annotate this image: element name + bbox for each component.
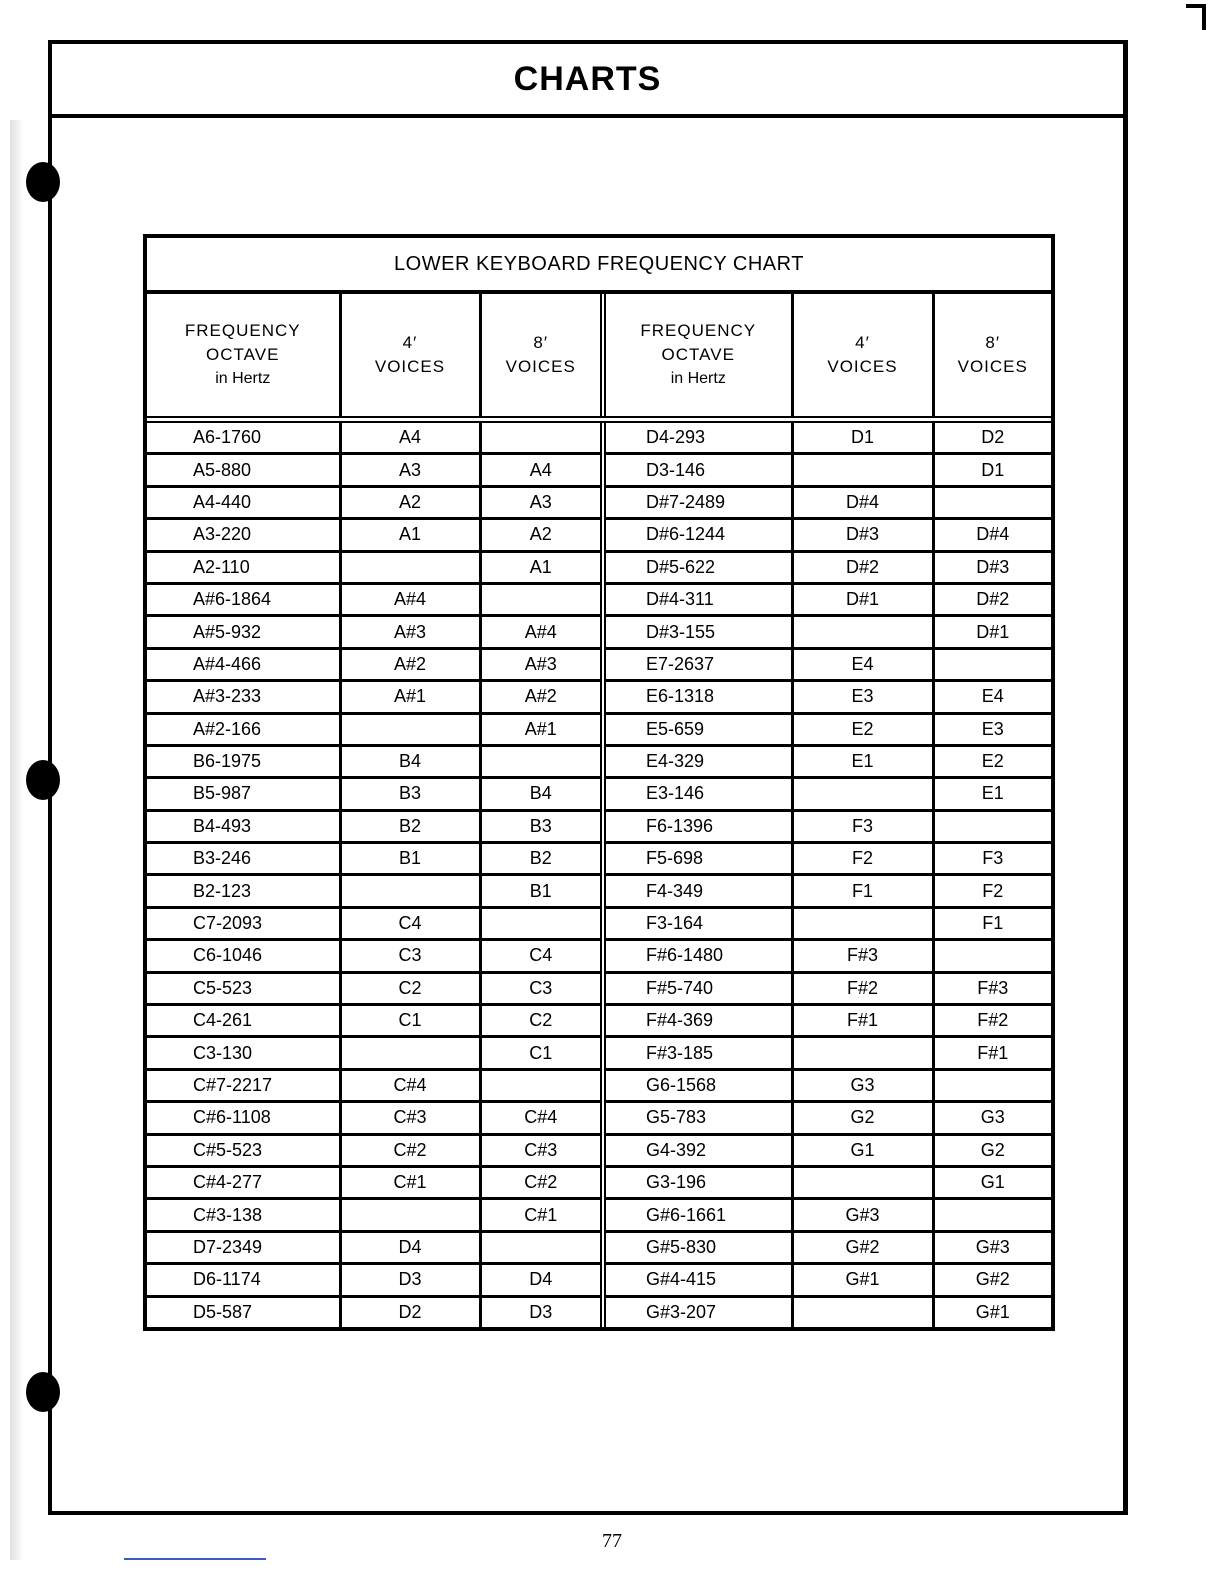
page-title: CHARTS [513, 59, 662, 98]
frequency-cell-left: C7-2093 [147, 907, 340, 939]
four-voice-cell-right: E3 [792, 681, 933, 713]
eight-voice-cell-right: E3 [933, 713, 1051, 745]
table-row [147, 778, 1051, 810]
table-row [147, 713, 1051, 745]
table-row [147, 420, 1051, 454]
frequency-cell-right: F#4-369 [603, 1005, 792, 1037]
frequency-cell-left: A#5-932 [147, 616, 340, 648]
eight-voice-cell-left: A2 [480, 519, 603, 551]
frequency-cell-right: G#3-207 [603, 1296, 792, 1327]
eight-voice-cell-left [480, 907, 603, 939]
frequency-cell-left: A6-1760 [193, 427, 262, 448]
eight-voice-cell-right [933, 940, 1051, 972]
eight-voice-cell-left: C4 [480, 940, 603, 972]
table-row [147, 616, 1051, 648]
four-voice-cell-right: F2 [792, 843, 933, 875]
eight-voice-cell-right [933, 486, 1051, 518]
eight-voice-cell-right: F2 [933, 875, 1051, 907]
four-voice-cell-right [792, 454, 933, 486]
frequency-cell-left: C5-523 [147, 972, 340, 1004]
four-voice-cell-right: G2 [792, 1102, 933, 1134]
frequency-cell-right: G4-392 [603, 1134, 792, 1166]
table-row [147, 972, 1051, 1004]
frequency-cell-right: G5-783 [603, 1102, 792, 1134]
frequency-cell-right: F6-1396 [603, 810, 792, 842]
four-voice-cell-left [340, 1037, 480, 1069]
frequency-cell-right: G#5-830 [603, 1231, 792, 1263]
four-voice-cell-right: E1 [792, 745, 933, 777]
frequency-cell-right: G3-196 [603, 1166, 792, 1198]
header-frequency-right: FREQUENCY OCTAVE in Hertz [603, 294, 792, 420]
frequency-cell-right: E5-659 [603, 713, 792, 745]
table-row [147, 1005, 1051, 1037]
four-voice-cell-right: F#3 [792, 940, 933, 972]
four-voice-cell-left: A2 [340, 486, 480, 518]
eight-voice-cell-right [933, 648, 1051, 680]
frequency-cell-right: D#4-311 [603, 583, 792, 615]
four-voice-cell-left: A1 [340, 519, 480, 551]
four-voice-cell-left: A#2 [340, 648, 480, 680]
four-voice-cell-left: A#4 [340, 583, 480, 615]
four-voice-cell-right [792, 778, 933, 810]
eight-voice-cell-right: F#1 [933, 1037, 1051, 1069]
four-voice-cell-right: E2 [792, 713, 933, 745]
four-voice-cell-left: C#2 [340, 1134, 480, 1166]
eight-voice-cell-left: A#1 [480, 713, 603, 745]
four-voice-cell-left [340, 1199, 480, 1231]
frequency-cell-right: E7-2637 [603, 648, 792, 680]
frequency-cell-right: F#3-185 [603, 1037, 792, 1069]
frequency-chart [143, 234, 1055, 1331]
frequency-cell-right: G#6-1661 [603, 1199, 792, 1231]
table-row [147, 940, 1051, 972]
footer-rule [124, 1558, 266, 1560]
page-number: 77 [602, 1530, 622, 1552]
frequency-cell-left: A#6-1864 [147, 583, 340, 615]
eight-voice-cell-left: D4 [480, 1264, 603, 1296]
four-voice-cell-left: A4 [340, 420, 480, 454]
four-voice-cell-right: F#1 [792, 1005, 933, 1037]
eight-voice-cell-left: B1 [480, 875, 603, 907]
four-voice-cell-right: G#2 [792, 1231, 933, 1263]
frequency-cell-right: E3-146 [603, 778, 792, 810]
frequency-cell-left: C#4-277 [147, 1166, 340, 1198]
frequency-cell-left: C4-261 [147, 1005, 340, 1037]
table-row [147, 583, 1051, 615]
four-voice-cell-right: G3 [792, 1069, 933, 1101]
frequency-cell-right: F#5-740 [603, 972, 792, 1004]
eight-voice-cell-right: G1 [933, 1166, 1051, 1198]
four-voice-cell-right [792, 616, 933, 648]
table-row [147, 1134, 1051, 1166]
frequency-cell-left: C#6-1108 [147, 1102, 340, 1134]
eight-voice-cell-left: C#4 [480, 1102, 603, 1134]
header-4-voices-right: 4′ VOICES [792, 294, 933, 420]
eight-voice-cell-left: D3 [480, 1296, 603, 1327]
table-row [147, 486, 1051, 518]
four-voice-cell-left: D2 [340, 1296, 480, 1327]
eight-voice-cell-right: D#4 [933, 519, 1051, 551]
header-8-voices-right: 8′ VOICES [933, 294, 1051, 420]
table-row [147, 843, 1051, 875]
eight-voice-cell-left [480, 583, 603, 615]
table-row [147, 875, 1051, 907]
frequency-cell-left: C#5-523 [147, 1134, 340, 1166]
eight-voice-cell-right [933, 810, 1051, 842]
header-8-voices-left: 8′ VOICES [480, 294, 603, 420]
table-row [147, 1069, 1051, 1101]
frequency-cell-right: E6-1318 [603, 681, 792, 713]
four-voice-cell-left: A#3 [340, 616, 480, 648]
frequency-cell-right: G#4-415 [603, 1264, 792, 1296]
four-voice-cell-right: D#3 [792, 519, 933, 551]
eight-voice-cell-right: G#3 [933, 1231, 1051, 1263]
eight-voice-cell-left: B3 [480, 810, 603, 842]
eight-voice-cell-right: D2 [933, 420, 1051, 454]
four-voice-cell-right [792, 1166, 933, 1198]
eight-voice-cell-left [480, 1231, 603, 1263]
four-voice-cell-left: A3 [340, 454, 480, 486]
four-voice-cell-left [340, 875, 480, 907]
four-voice-cell-right: G#1 [792, 1264, 933, 1296]
eight-voice-cell-left: C2 [480, 1005, 603, 1037]
page-corner-mark [1186, 4, 1206, 30]
eight-voice-cell-right: G#1 [933, 1296, 1051, 1327]
frequency-cell-right: F#6-1480 [603, 940, 792, 972]
eight-voice-cell-left [480, 420, 603, 454]
eight-voice-cell-left [480, 745, 603, 777]
chart-title: LOWER KEYBOARD FREQUENCY CHART [147, 238, 1051, 294]
frequency-cell-right: F3-164 [603, 907, 792, 939]
table-row [147, 907, 1051, 939]
title-bar [52, 44, 1123, 118]
four-voice-cell-left: B1 [340, 843, 480, 875]
four-voice-cell-left: A#1 [340, 681, 480, 713]
eight-voice-cell-right: D1 [933, 454, 1051, 486]
four-voice-cell-right: F3 [792, 810, 933, 842]
eight-voice-cell-right [933, 1069, 1051, 1101]
eight-voice-cell-right [933, 1199, 1051, 1231]
eight-voice-cell-right: F3 [933, 843, 1051, 875]
frequency-cell-left: A#3-233 [147, 681, 340, 713]
four-voice-cell-left: C#1 [340, 1166, 480, 1198]
eight-voice-cell-right: G3 [933, 1102, 1051, 1134]
eight-voice-cell-right: F#2 [933, 1005, 1051, 1037]
eight-voice-cell-left: C3 [480, 972, 603, 1004]
table-row [147, 1166, 1051, 1198]
header-4-voices-left: 4′ VOICES [340, 294, 480, 420]
four-voice-cell-right: F#2 [792, 972, 933, 1004]
frequency-cell-right: F4-349 [603, 875, 792, 907]
eight-voice-cell-right: F#3 [933, 972, 1051, 1004]
frequency-cell-right: D#5-622 [603, 551, 792, 583]
frequency-cell-left: D5-587 [147, 1296, 340, 1327]
frequency-cell-left: C6-1046 [147, 940, 340, 972]
eight-voice-cell-right: F1 [933, 907, 1051, 939]
frequency-cell-left: B6-1975 [147, 745, 340, 777]
frequency-cell-left: D6-1174 [147, 1264, 340, 1296]
table-row [147, 1264, 1051, 1296]
frequency-cell-left: C#3-138 [147, 1199, 340, 1231]
eight-voice-cell-right: E1 [933, 778, 1051, 810]
four-voice-cell-left [340, 713, 480, 745]
frequency-cell-left: A3-220 [147, 519, 340, 551]
table-row [147, 519, 1051, 551]
four-voice-cell-right: D#4 [792, 486, 933, 518]
four-voice-cell-right: F1 [792, 875, 933, 907]
eight-voice-cell-left: A1 [480, 551, 603, 583]
frequency-cell-left: D7-2349 [147, 1231, 340, 1263]
frequency-cell-left: C#7-2217 [147, 1069, 340, 1101]
four-voice-cell-right [792, 1296, 933, 1327]
eight-voice-cell-left: A#4 [480, 616, 603, 648]
frequency-cell-right: D#7-2489 [603, 486, 792, 518]
eight-voice-cell-right: G2 [933, 1134, 1051, 1166]
four-voice-cell-right: E4 [792, 648, 933, 680]
frequency-cell-left: A4-440 [147, 486, 340, 518]
four-voice-cell-right: D1 [792, 420, 933, 454]
four-voice-cell-right [792, 1037, 933, 1069]
table-row [147, 1296, 1051, 1327]
four-voice-cell-left: D4 [340, 1231, 480, 1263]
frequency-cell-right: D#3-155 [603, 616, 792, 648]
frequency-cell-right: F5-698 [603, 843, 792, 875]
four-voice-cell-left: B2 [340, 810, 480, 842]
table-row [147, 810, 1051, 842]
eight-voice-cell-right: D#2 [933, 583, 1051, 615]
eight-voice-cell-left: A#2 [480, 681, 603, 713]
eight-voice-cell-right: E2 [933, 745, 1051, 777]
four-voice-cell-right: G#3 [792, 1199, 933, 1231]
frequency-cell-left: A#2-166 [147, 713, 340, 745]
frequency-cell-right: D#6-1244 [603, 519, 792, 551]
frequency-cell-right: D4-293 [603, 420, 792, 454]
eight-voice-cell-left: B2 [480, 843, 603, 875]
four-voice-cell-left: C#3 [340, 1102, 480, 1134]
table-row [147, 745, 1051, 777]
frequency-cell-left: B5-987 [147, 778, 340, 810]
eight-voice-cell-right: G#2 [933, 1264, 1051, 1296]
four-voice-cell-left: C3 [340, 940, 480, 972]
eight-voice-cell-right: D#3 [933, 551, 1051, 583]
eight-voice-cell-right: D#1 [933, 616, 1051, 648]
four-voice-cell-right [792, 907, 933, 939]
header-row [147, 294, 1051, 420]
eight-voice-cell-left: C#2 [480, 1166, 603, 1198]
table-row [147, 454, 1051, 486]
four-voice-cell-right: D#2 [792, 551, 933, 583]
table-row [147, 551, 1051, 583]
frequency-table [147, 294, 1051, 1327]
table-row [147, 1199, 1051, 1231]
frequency-cell-left: C3-130 [147, 1037, 340, 1069]
eight-voice-cell-left [480, 1069, 603, 1101]
table-row [147, 681, 1051, 713]
eight-voice-cell-left: C#1 [480, 1199, 603, 1231]
eight-voice-cell-left: A4 [480, 454, 603, 486]
table-row [147, 1231, 1051, 1263]
four-voice-cell-left [340, 551, 480, 583]
frequency-cell-left: B3-246 [147, 843, 340, 875]
frequency-table-body [147, 420, 1051, 1327]
eight-voice-cell-left: A3 [480, 486, 603, 518]
table-row [147, 1037, 1051, 1069]
four-voice-cell-right: D#1 [792, 583, 933, 615]
four-voice-cell-left: C4 [340, 907, 480, 939]
frequency-cell-left: B2-123 [147, 875, 340, 907]
frequency-cell-left: A2-110 [147, 551, 340, 583]
eight-voice-cell-left: A#3 [480, 648, 603, 680]
header-frequency-left: FREQUENCY OCTAVE in Hertz [147, 294, 340, 420]
four-voice-cell-left: B3 [340, 778, 480, 810]
table-row [147, 1102, 1051, 1134]
four-voice-cell-left: C1 [340, 1005, 480, 1037]
four-voice-cell-right: G1 [792, 1134, 933, 1166]
eight-voice-cell-left: C#3 [480, 1134, 603, 1166]
frequency-cell-right: G6-1568 [603, 1069, 792, 1101]
frequency-cell-left: B4-493 [147, 810, 340, 842]
eight-voice-cell-left: B4 [480, 778, 603, 810]
four-voice-cell-left: C#4 [340, 1069, 480, 1101]
frequency-cell-left: A5-880 [147, 454, 340, 486]
frequency-cell-left: A#4-466 [147, 648, 340, 680]
table-row [147, 648, 1051, 680]
frequency-cell-right: D3-146 [603, 454, 792, 486]
frequency-cell-right: E4-329 [603, 745, 792, 777]
eight-voice-cell-left: C1 [480, 1037, 603, 1069]
eight-voice-cell-right: E4 [933, 681, 1051, 713]
four-voice-cell-left: D3 [340, 1264, 480, 1296]
page-edge-shadow [10, 120, 24, 1560]
four-voice-cell-left: C2 [340, 972, 480, 1004]
four-voice-cell-left: B4 [340, 745, 480, 777]
